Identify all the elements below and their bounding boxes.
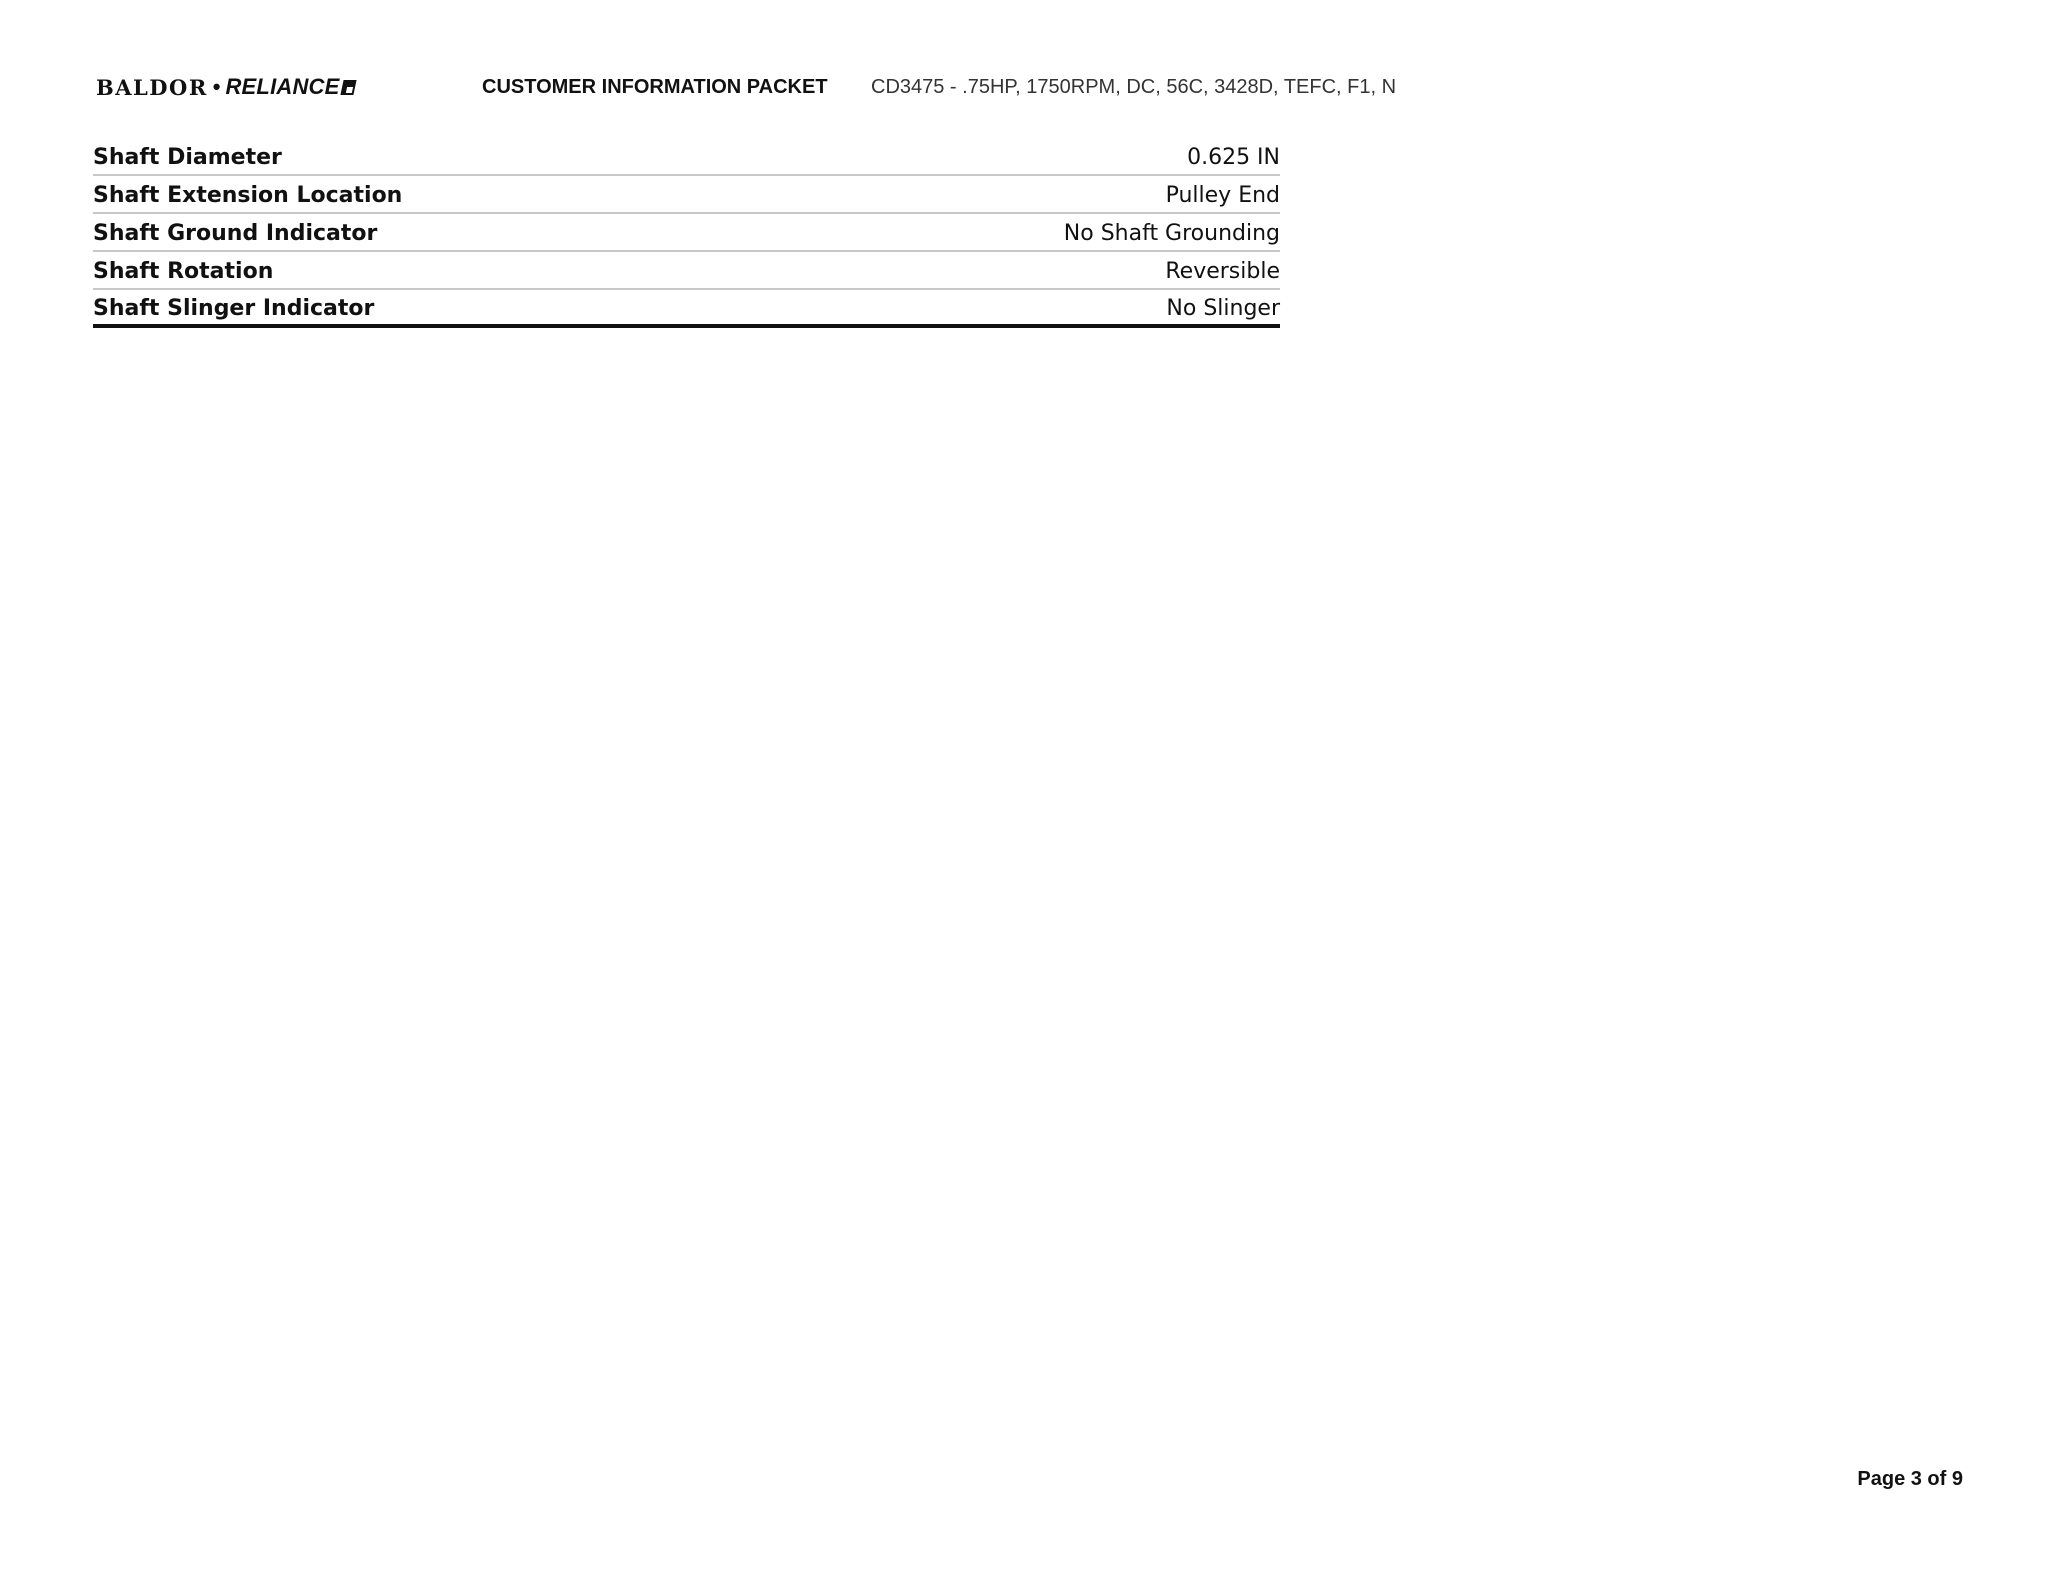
spec-value: No Slinger [1166,295,1280,321]
logo-baldor-text: BALDOR [96,74,208,100]
spec-row-shaft-slinger-indicator [93,292,1280,328]
spec-label: Shaft Rotation [93,258,274,284]
logo-reliance-text: RELIANCE [225,74,340,99]
logo-separator: • [212,74,221,99]
spec-value: 0.625 IN [1187,144,1280,170]
spec-row-shaft-diameter [93,140,1280,176]
spec-row-shaft-ground-indicator [93,216,1280,252]
shaft-spec-table [93,140,1280,330]
spec-label: Shaft Diameter [93,144,282,170]
spec-row-shaft-rotation [93,254,1280,290]
spec-row-shaft-extension-location [93,178,1280,214]
page-header [96,73,1397,101]
page-number: Page 3 of 9 [1857,1468,1963,1490]
spec-value: No Shaft Grounding [1063,220,1280,246]
spec-label: Shaft Ground Indicator [93,220,378,246]
spec-value: Pulley End [1165,182,1280,208]
spec-label: Shaft Extension Location [93,182,403,208]
product-description: CD3475 - .75HP, 1750RPM, DC, 56C, 3428D, TEFC, F1, N [871,76,1397,98]
logo-mark-icon [340,80,356,95]
spec-value: Reversible [1165,258,1280,284]
baldor-reliance-logo [96,73,436,101]
spec-label: Shaft Slinger Indicator [93,295,375,321]
packet-title: CUSTOMER INFORMATION PACKET [482,76,828,98]
